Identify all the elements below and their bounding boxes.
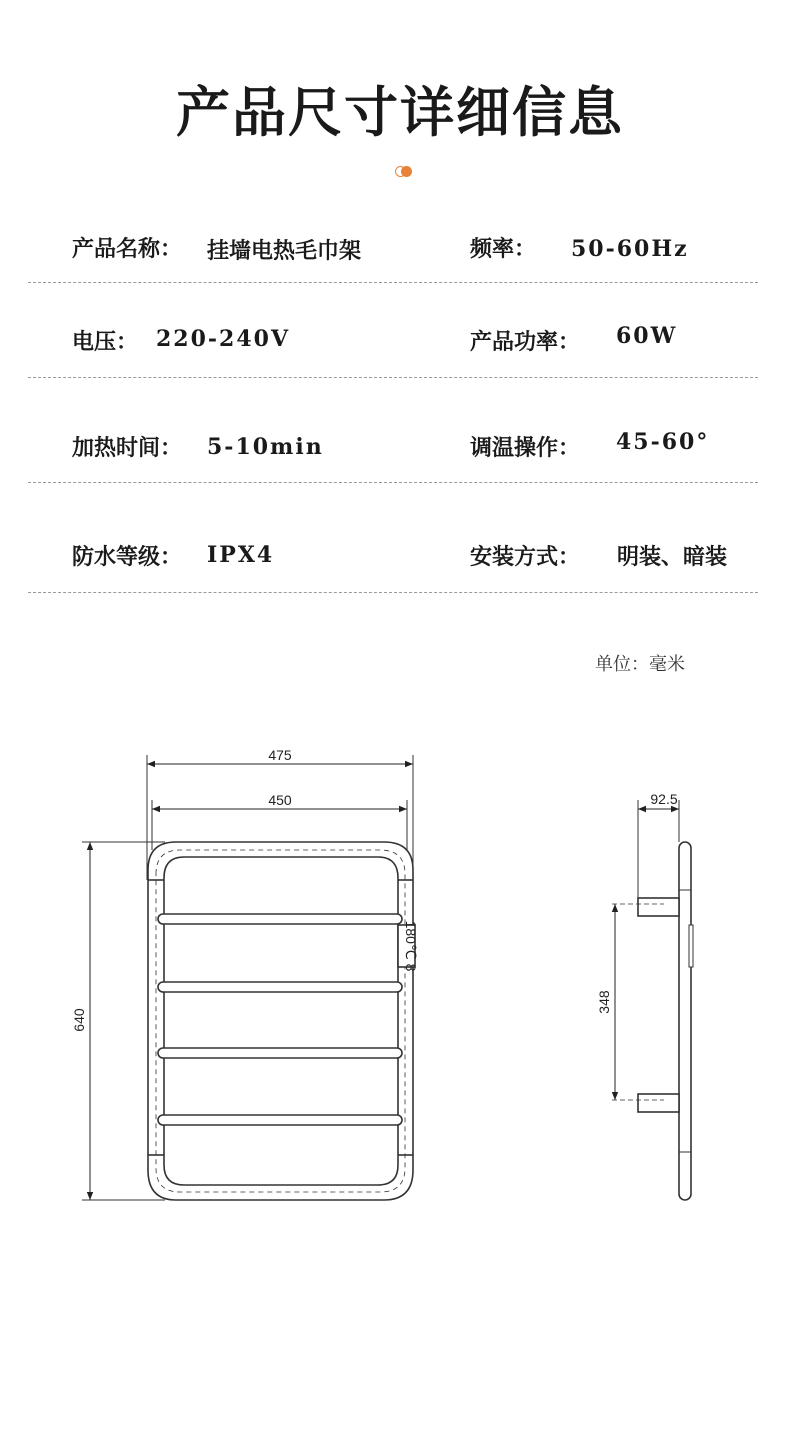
dimension-drawing bbox=[0, 720, 800, 1240]
spec-label-temperature: 调温操作： bbox=[470, 435, 581, 461]
spec-value-temperature: 45-60° bbox=[616, 429, 710, 455]
dimension-inner-width: 450 bbox=[268, 792, 292, 808]
divider-3 bbox=[28, 482, 758, 483]
divider-1 bbox=[28, 282, 758, 283]
page-title: 产品尺寸详细信息 bbox=[176, 80, 624, 144]
front-view bbox=[82, 755, 419, 1200]
dimension-depth: 92.5 bbox=[650, 791, 678, 807]
side-view bbox=[612, 800, 693, 1200]
spec-label-heating-time: 加热时间： bbox=[72, 435, 183, 461]
spec-label-voltage: 电压： bbox=[72, 329, 139, 355]
spec-label-frequency: 频率： bbox=[470, 236, 537, 262]
dimension-height: 640 bbox=[71, 1008, 87, 1032]
spec-value-name: 挂墙电热毛巾架 bbox=[207, 238, 362, 264]
spec-label-waterproof: 防水等级： bbox=[72, 544, 183, 570]
dimension-outer-width: 475 bbox=[268, 747, 292, 763]
spec-value-heating-time: 5-10min bbox=[207, 434, 324, 460]
spec-label-name: 产品名称： bbox=[72, 236, 183, 262]
spec-value-voltage: 220-240V bbox=[156, 326, 291, 352]
spec-value-waterproof: IPX4 bbox=[207, 542, 275, 568]
spec-label-power: 产品功率： bbox=[470, 329, 581, 355]
dimension-mount-spacing: 348 bbox=[596, 990, 612, 1014]
divider-4 bbox=[28, 592, 758, 593]
spec-value-installation: 明装、暗装 bbox=[617, 544, 728, 570]
spec-value-power: 60W bbox=[616, 323, 678, 349]
unit-note: 单位：毫米 bbox=[595, 654, 685, 675]
controller-label: 180℃ 8 bbox=[403, 920, 419, 972]
divider-2 bbox=[28, 377, 758, 378]
title-decoration bbox=[395, 166, 419, 178]
decor-dot-solid bbox=[401, 166, 412, 177]
spec-value-frequency: 50-60Hz bbox=[571, 236, 689, 262]
spec-label-installation: 安装方式： bbox=[470, 544, 581, 570]
